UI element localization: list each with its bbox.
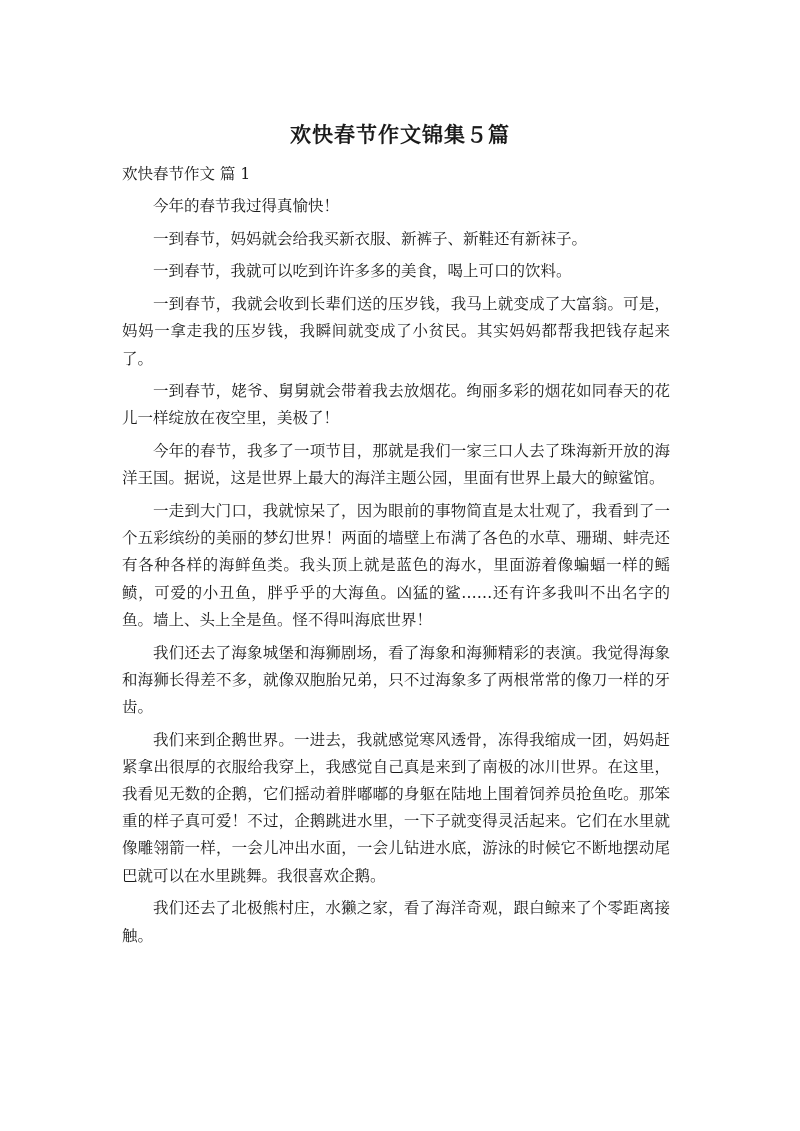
paragraph: 一到春节，姥爷、舅舅就会带着我去放烟花。绚丽多彩的烟花如同春天的花儿一样绽放在夜空里，美极了！ xyxy=(122,382,670,428)
paragraph: 我们来到企鹅世界。一进去，我就感觉寒风透骨，冻得我缩成一团，妈妈赶紧拿出很厚的衣服给我穿上，我感觉自己真是来到了南极的冰川世界。在这里，我看见无数的企鹅，它们摇动着胖嘟嘟的身躯在陆地上围着饲养员抢鱼吃。那笨重的样子真可爱！不过，企鹅跳进水里，一下子就变得灵活起来。它们在水里就像雕翎箭一样，一会儿冲出水面，一会儿钻进水底，游泳的时候它不断地摆动尾巴就可以在水里跳舞。我很喜欢企鹅。 xyxy=(122,730,670,885)
paragraph: 一到春节，妈妈就会给我买新衣服、新裤子、新鞋还有新袜子。 xyxy=(153,229,588,248)
document-body xyxy=(122,193,670,955)
paragraph: 一到春节，我就会收到长辈们送的压岁钱，我马上就变成了大富翁。可是，妈妈一拿走我的压岁钱，我瞬间就变成了小贫民。其实妈妈都帮我把钱存起来了。 xyxy=(122,295,670,368)
paragraph: 一到春节，我就可以吃到许许多多的美食，喝上可口的饮料。 xyxy=(153,262,572,281)
paragraph: 今年的春节我过得真愉快！ xyxy=(153,197,340,215)
paragraph: 今年的春节，我多了一项节目，那就是我们一家三口人去了珠海新开放的海洋王国。据说，这是世界上最大的海洋主题公园，里面有世界上最大的鲸鲨馆。 xyxy=(122,442,670,488)
paragraph: 一走到大门口，我就惊呆了，因为眼前的事物简直是太壮观了，我看到了一个五彩缤纷的美丽的梦幻世界！两面的墙壁上布满了各色的水草、珊瑚、蚌壳还有各种各样的海鲜鱼类。我头顶上就是蓝色的海水，里面游着像蝙蝠一样的鳐鲼，可爱的小丑鱼，胖乎乎的大海鱼。凶猛的鲨……还有许多我叫不出名字的鱼。墙上、头上全是鱼。怪不得叫海底世界！ xyxy=(122,502,670,629)
document-title: 欢快春节作文锦集５篇 xyxy=(290,123,510,147)
paragraph: 我们还去了海象城堡和海狮剧场，看了海象和海狮精彩的表演。我觉得海象和海狮长得差不多，就像双胞胎兄弟，只不过海象多了两根常常的像刀一样的牙齿。 xyxy=(122,643,670,716)
section-heading: 欢快春节作文 篇 1 xyxy=(122,165,251,183)
paragraph: 我们还去了北极熊村庄，水獭之家，看了海洋奇观，跟白鲸来了个零距离接触。 xyxy=(122,899,670,945)
